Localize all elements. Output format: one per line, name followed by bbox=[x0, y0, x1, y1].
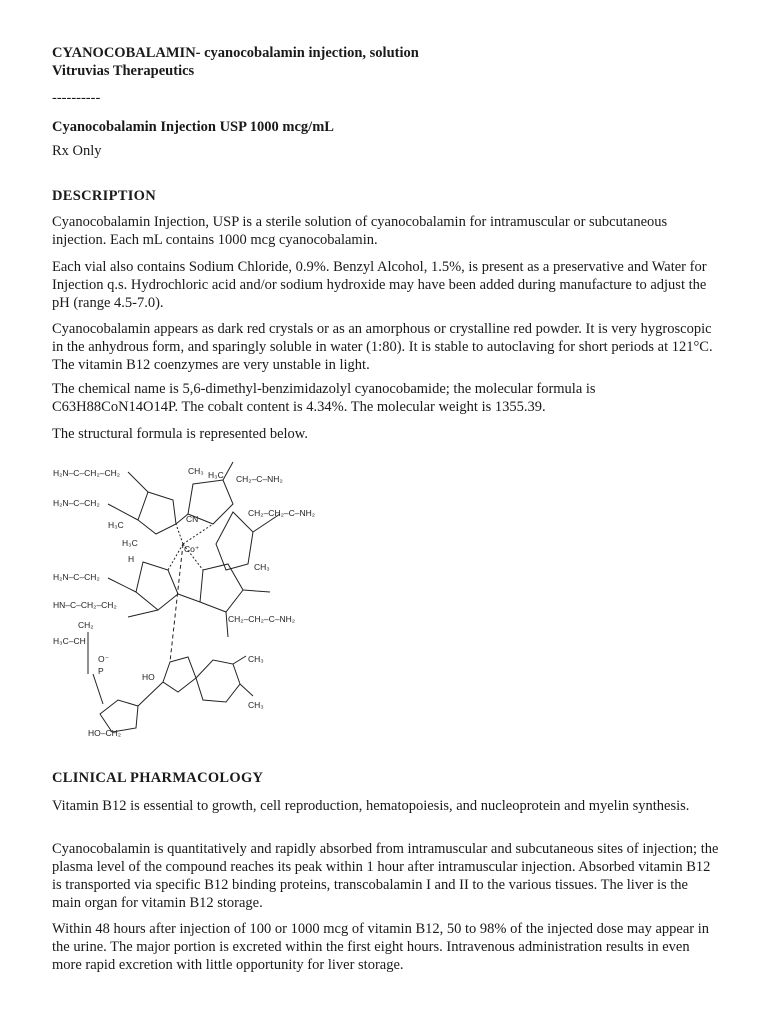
label-h3c-2: H₃C bbox=[122, 538, 138, 548]
description-paragraph-1: Cyanocobalamin Injection, USP is a sterile solution of cyanocobalamin for intramuscular or subcutaneous injection. Each mL contains 1000 mcg cyanocobalamin. bbox=[52, 214, 668, 248]
label-h3c-1: H₃C bbox=[108, 520, 124, 530]
label-o-minus: O⁻ bbox=[98, 654, 110, 664]
pharmacology-paragraph-1: Vitamin B12 is essential to growth, cell reproduction, hematopoiesis, and nucleoprotein and myelin synthesis. bbox=[52, 798, 690, 814]
company-name: Vitruvias Therapeutics bbox=[52, 63, 195, 79]
label-h2n-ch2ch2: H₂N–C–CH₂–CH₂ bbox=[53, 468, 121, 478]
label-ch3-benz-1: CH₃ bbox=[248, 654, 264, 664]
label-ch2ch2c-nh2-right: CH₂–CH₂–C–NH₂ bbox=[248, 508, 316, 518]
description-paragraph-4: The chemical name is 5,6-dimethyl-benzimidazolyl cyanocobamide; the molecular formula is C63H88CoN14O14P. The cobalt content is 4.34%. The molecular weight is 1355.39. bbox=[52, 381, 596, 415]
label-ch2c-nh2-top: CH₂–C–NH₂ bbox=[236, 474, 283, 484]
label-h3c-right: H₃C bbox=[208, 470, 224, 480]
label-h3c-ch: H₃C–CH bbox=[53, 636, 86, 646]
label-h2n-ch2: H₂N–C–CH₂ bbox=[53, 498, 100, 508]
label-ch2ch2c-nh2-bottom: CH₂–CH₂–C–NH₂ bbox=[228, 614, 296, 624]
rx-only: Rx Only bbox=[52, 143, 102, 159]
label-h: H bbox=[128, 554, 135, 564]
label-ch3-benz-2: CH₃ bbox=[248, 700, 264, 710]
description-paragraph-5: The structural formula is represented below. bbox=[52, 426, 308, 442]
structural-formula-figure bbox=[48, 452, 348, 752]
pharmacology-paragraph-2: Cyanocobalamin is quantitatively and rapidly absorbed from intramuscular and subcutaneous sites of injection; the plasma level of the compound reaches its peak within 1 hour after intramuscular injection. Absorbed vitamin B12 is transported via specific B12 binding proteins, transcobalamin I and II to the various tissues. The liver is the main organ for vitamin B12 storage. bbox=[52, 841, 719, 911]
label-ch2: CH₂ bbox=[78, 620, 94, 630]
label-p: P bbox=[98, 666, 104, 676]
pharmacology-paragraph-3: Within 48 hours after injection of 100 or 1000 mcg of vitamin B12, 50 to 98% of the injected dose may appear in the urine. The major portion is excreted within the first eight hours. Intravenous administration results in even more rapid excretion with little opportunity for liver storage. bbox=[52, 921, 710, 973]
document-title: CYANOCOBALAMIN- cyanocobalamin injection, solution bbox=[52, 45, 419, 61]
label-hn-ch2ch2: HN–C–CH₂–CH₂ bbox=[53, 600, 117, 610]
separator: ---------- bbox=[52, 90, 101, 106]
product-title: Cyanocobalamin Injection USP 1000 mcg/mL bbox=[52, 119, 334, 135]
description-paragraph-3: Cyanocobalamin appears as dark red crystals or as an amorphous or crystalline red powder. It is very hygroscopic in the anhydrous form, and sparingly soluble in water (1:80). It is stable to autoclaving for short periods at 121°C. The vitamin B12 coenzymes are very unstable in light. bbox=[52, 321, 713, 373]
label-ch3-right: CH₃ bbox=[254, 562, 270, 572]
structural-formula-svg bbox=[48, 452, 348, 752]
pharmacology-heading: CLINICAL PHARMACOLOGY bbox=[52, 770, 264, 786]
label-ch3-top: CH₃ bbox=[188, 466, 204, 476]
label-ho-ch2: HO–CH₂ bbox=[88, 728, 122, 738]
description-heading: DESCRIPTION bbox=[52, 188, 157, 204]
label-co: Co⁺ bbox=[184, 544, 200, 554]
label-cn: CN bbox=[186, 514, 199, 524]
label-h2n-ch2-b: H₂N–C–CH₂ bbox=[53, 572, 100, 582]
label-ho: HO bbox=[142, 672, 155, 682]
description-paragraph-2: Each vial also contains Sodium Chloride, 0.9%. Benzyl Alcohol, 1.5%, is present as a preservative and Water for Injection q.s. Hydrochloric acid and/or sodium hydroxide may have been added during manufacture to adjust the pH (range 4.5-7.0). bbox=[52, 259, 707, 311]
